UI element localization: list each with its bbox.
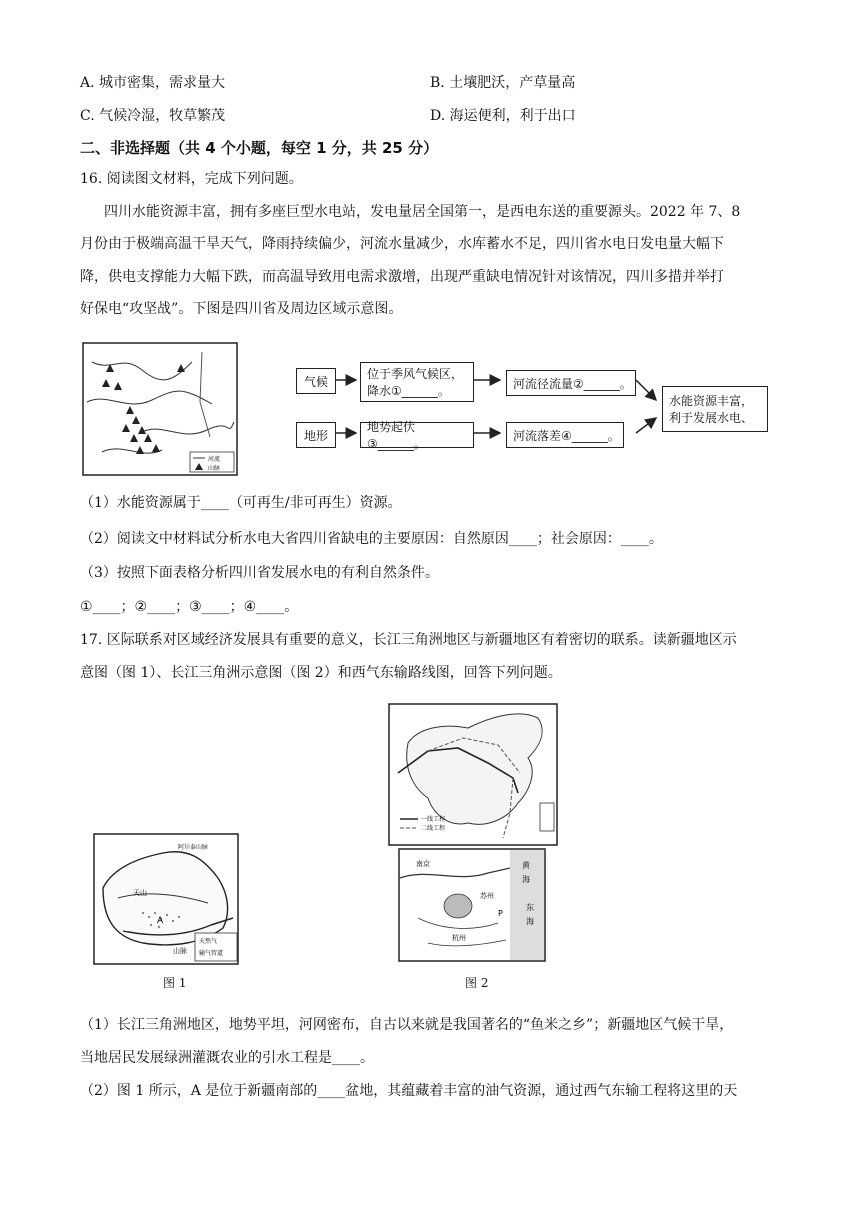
q16-para-line: 好保电“攻坚战”。下图是四川省及周边区域示意图。 xyxy=(80,301,403,317)
q17-sub1-cont: 当地居民发展绿洲灌溉农业的引水工程是____。 xyxy=(80,1050,374,1066)
svg-text:杭州: 杭州 xyxy=(452,934,466,942)
q16-answers: ①____；②____；③____；④____。 xyxy=(80,599,299,615)
q17-stem: 意图（图 1）、长江三角洲示意图（图 2）和西气东输路线图，回答下列问题。 xyxy=(80,665,562,681)
q16-para-line: 四川水能资源丰富，拥有多座巨型水电站，发电量居全国第一，是西电东送的重要源头。2022 年 7、8 xyxy=(104,204,741,220)
q17-sub1: （1）长江三角洲地区，地势平坦，河网密布，自古以来就是我国著名的“鱼米之乡”；新疆地区气候干旱， xyxy=(80,1017,734,1033)
sichuan-map xyxy=(82,342,238,476)
result-box xyxy=(662,386,768,432)
q16-sub2: （2）阅读文中材料试分析水电大省四川省缺电的主要原因：自然原因____；社会原因：____。 xyxy=(80,531,663,547)
legend-line1: 一线工程 xyxy=(421,816,446,823)
flow-amount-box: 河流径流量②______。 xyxy=(506,370,636,396)
yangtze-delta-map xyxy=(398,848,546,962)
fig1-caption: 图 1 xyxy=(163,976,187,990)
result-line: 水能资源丰富， xyxy=(669,394,754,408)
option-a: A. 城市密集，需求量大 xyxy=(80,75,226,91)
q16-para-line: 月份由于极端高温干旱天气，降雨持续偏少，河流水量减少，水库蓄水不足，四川省水电日发电量大幅下 xyxy=(80,236,724,252)
svg-text:阿尔泰山脉: 阿尔泰山脉 xyxy=(178,844,209,851)
monsoon-line: 位于季风气候区， xyxy=(367,367,464,381)
result-line: 利于发展水电、 xyxy=(669,411,754,425)
xinjiang-map xyxy=(93,833,239,965)
monsoon-box xyxy=(360,362,474,402)
svg-text:海: 海 xyxy=(526,917,534,926)
monsoon-line: 降水①______。 xyxy=(367,384,450,398)
legend-river: 河流 xyxy=(208,456,221,463)
q17-stem: 17. 区际联系对区域经济发展具有重要的意义，长江三角洲地区与新疆地区有着密切的联系。读新疆地区示 xyxy=(80,632,737,648)
svg-text:南京: 南京 xyxy=(416,860,430,868)
legend-mountain: 山脉 xyxy=(208,465,221,472)
q16-sub3: （3）按照下面表格分析四川省发展水电的有利自然条件。 xyxy=(80,565,439,581)
svg-text:P: P xyxy=(498,909,503,918)
q16-sub1: （1）水能资源属于____（可再生/非可再生）资源。 xyxy=(80,495,402,511)
terrain-box: 地形 xyxy=(296,422,336,448)
q16-stem: 16. 阅读图文材料，完成下列问题。 xyxy=(80,171,303,187)
fig2-caption: 图 2 xyxy=(465,976,489,990)
svg-text:A: A xyxy=(157,916,164,926)
svg-text:黄: 黄 xyxy=(522,861,530,870)
option-c: C. 气候冷湿，牧草繁茂 xyxy=(80,108,226,124)
section-title: 二、非选择题（共 4 个小题，每空 1 分，共 25 分） xyxy=(80,139,439,157)
legend-line2: 二线工程 xyxy=(421,825,446,832)
svg-text:天然气: 天然气 xyxy=(199,938,218,945)
option-b: B. 土壤肥沃，产草量高 xyxy=(430,75,576,91)
svg-text:天山: 天山 xyxy=(133,889,147,897)
svg-text:海: 海 xyxy=(522,875,530,884)
climate-box: 气候 xyxy=(296,368,336,394)
option-d: D. 海运便利，利于出口 xyxy=(430,108,576,124)
q16-para-line: 降，供电支撑能力大幅下跌，而高温导致用电需求激增，出现严重缺电情况针对该情况，四川多措并举打 xyxy=(80,269,724,285)
relief-box: 地势起伏③______。 xyxy=(360,422,474,448)
q17-sub2: （2）图 1 所示，A 是位于新疆南部的____盆地，其蕴藏着丰富的油气资源，通过西气东输工程将这里的天 xyxy=(80,1083,738,1099)
svg-text:输气管道: 输气管道 xyxy=(199,950,224,957)
svg-text:苏州: 苏州 xyxy=(480,892,494,900)
china-pipeline-map xyxy=(388,703,558,846)
svg-text:山脉: 山脉 xyxy=(173,947,187,955)
drop-box: 河流落差④______。 xyxy=(506,422,624,448)
svg-text:东: 东 xyxy=(526,903,534,912)
